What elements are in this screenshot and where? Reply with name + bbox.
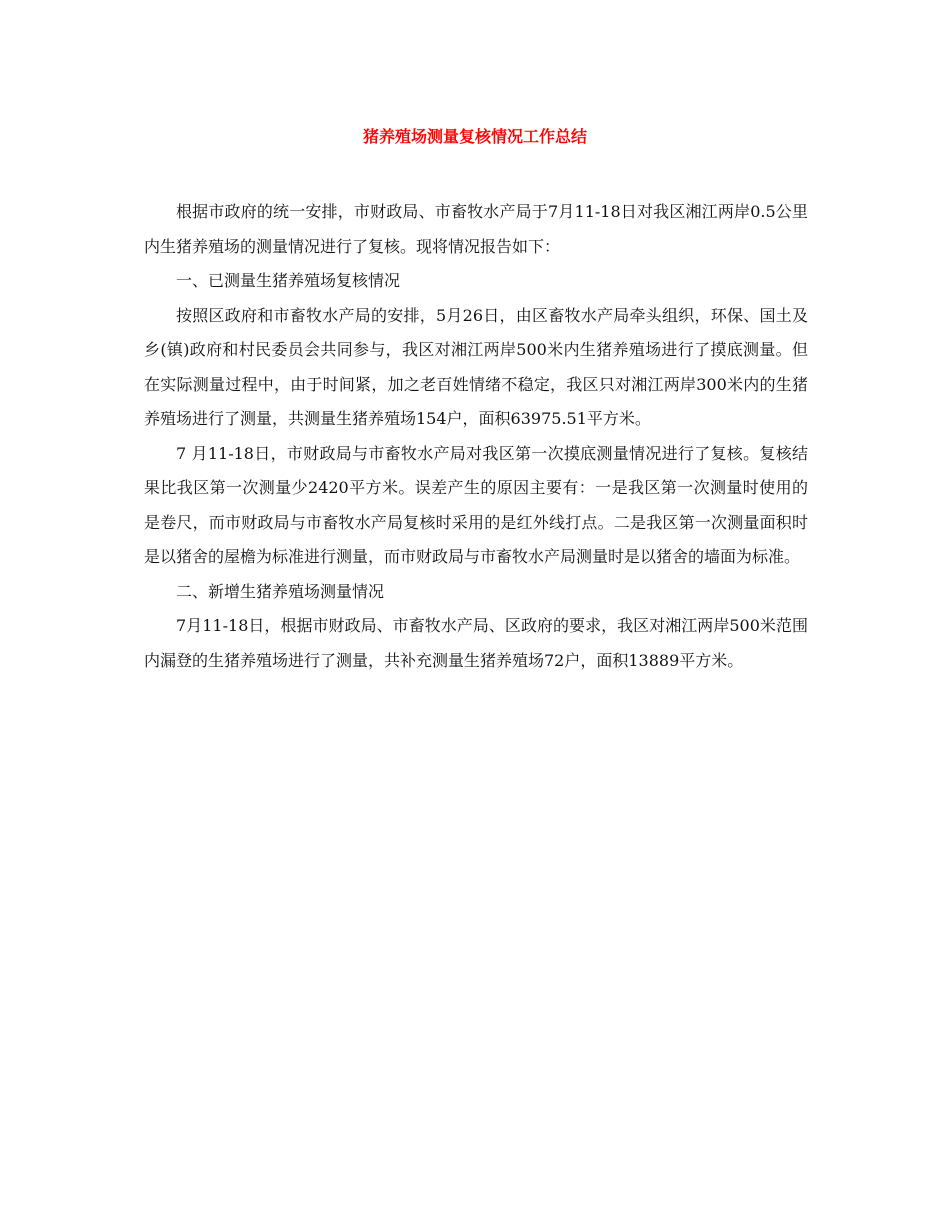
paragraph-intro: 根据市政府的统一安排，市财政局、市畜牧水产局于7月11-18日对我区湘江两岸0.5公里内生猪养殖场的测量情况进行了复核。现将情况报告如下： [144, 202, 808, 256]
paragraph-new: 7月11-18日，根据市财政局、市畜牧水产局、区政府的要求，我区对湘江两岸500米范围内漏登的生猪养殖场进行了测量，共补充测量生猪养殖场72户，面积13889平方米。 [144, 616, 808, 670]
section-heading-2: 二、新增生猪养殖场测量情况 [176, 581, 385, 601]
document-title: 猪养殖场测量复核情况工作总结 [362, 127, 587, 146]
section-heading-1: 一、已测量生猪养殖场复核情况 [176, 271, 401, 290]
paragraph-survey: 按照区政府和市畜牧水产局的安排，5月26日，由区畜牧水产局牵头组织，环保、国土及乡(镇)政府和村民委员会共同参与，我区对湘江两岸500米内生猪养殖场进行了摸底测量。但在实际测量过程中，由于时间紧，加之老百姓情绪不稳定，我区只对湘江两岸300米内的生猪养殖场进行了测量，共测量生猪养殖场154户，面积63975.51平方米。 [144, 305, 808, 428]
paragraph-review: 7 月11-18日，市财政局与市畜牧水产局对我区第一次摸底测量情况进行了复核。复核结果比我区第一次测量少2420平方米。误差产生的原因主要有：一是我区第一次测量时使用的是卷尺，而市财政局与市畜牧水产局复核时采用的是红外线打点。二是我区第一次测量面积时是以猪舍的屋檐为标准进行测量，而市财政局与市畜牧水产局测量时是以猪舍的墙面为标准。 [144, 443, 808, 566]
document-body [144, 195, 808, 678]
